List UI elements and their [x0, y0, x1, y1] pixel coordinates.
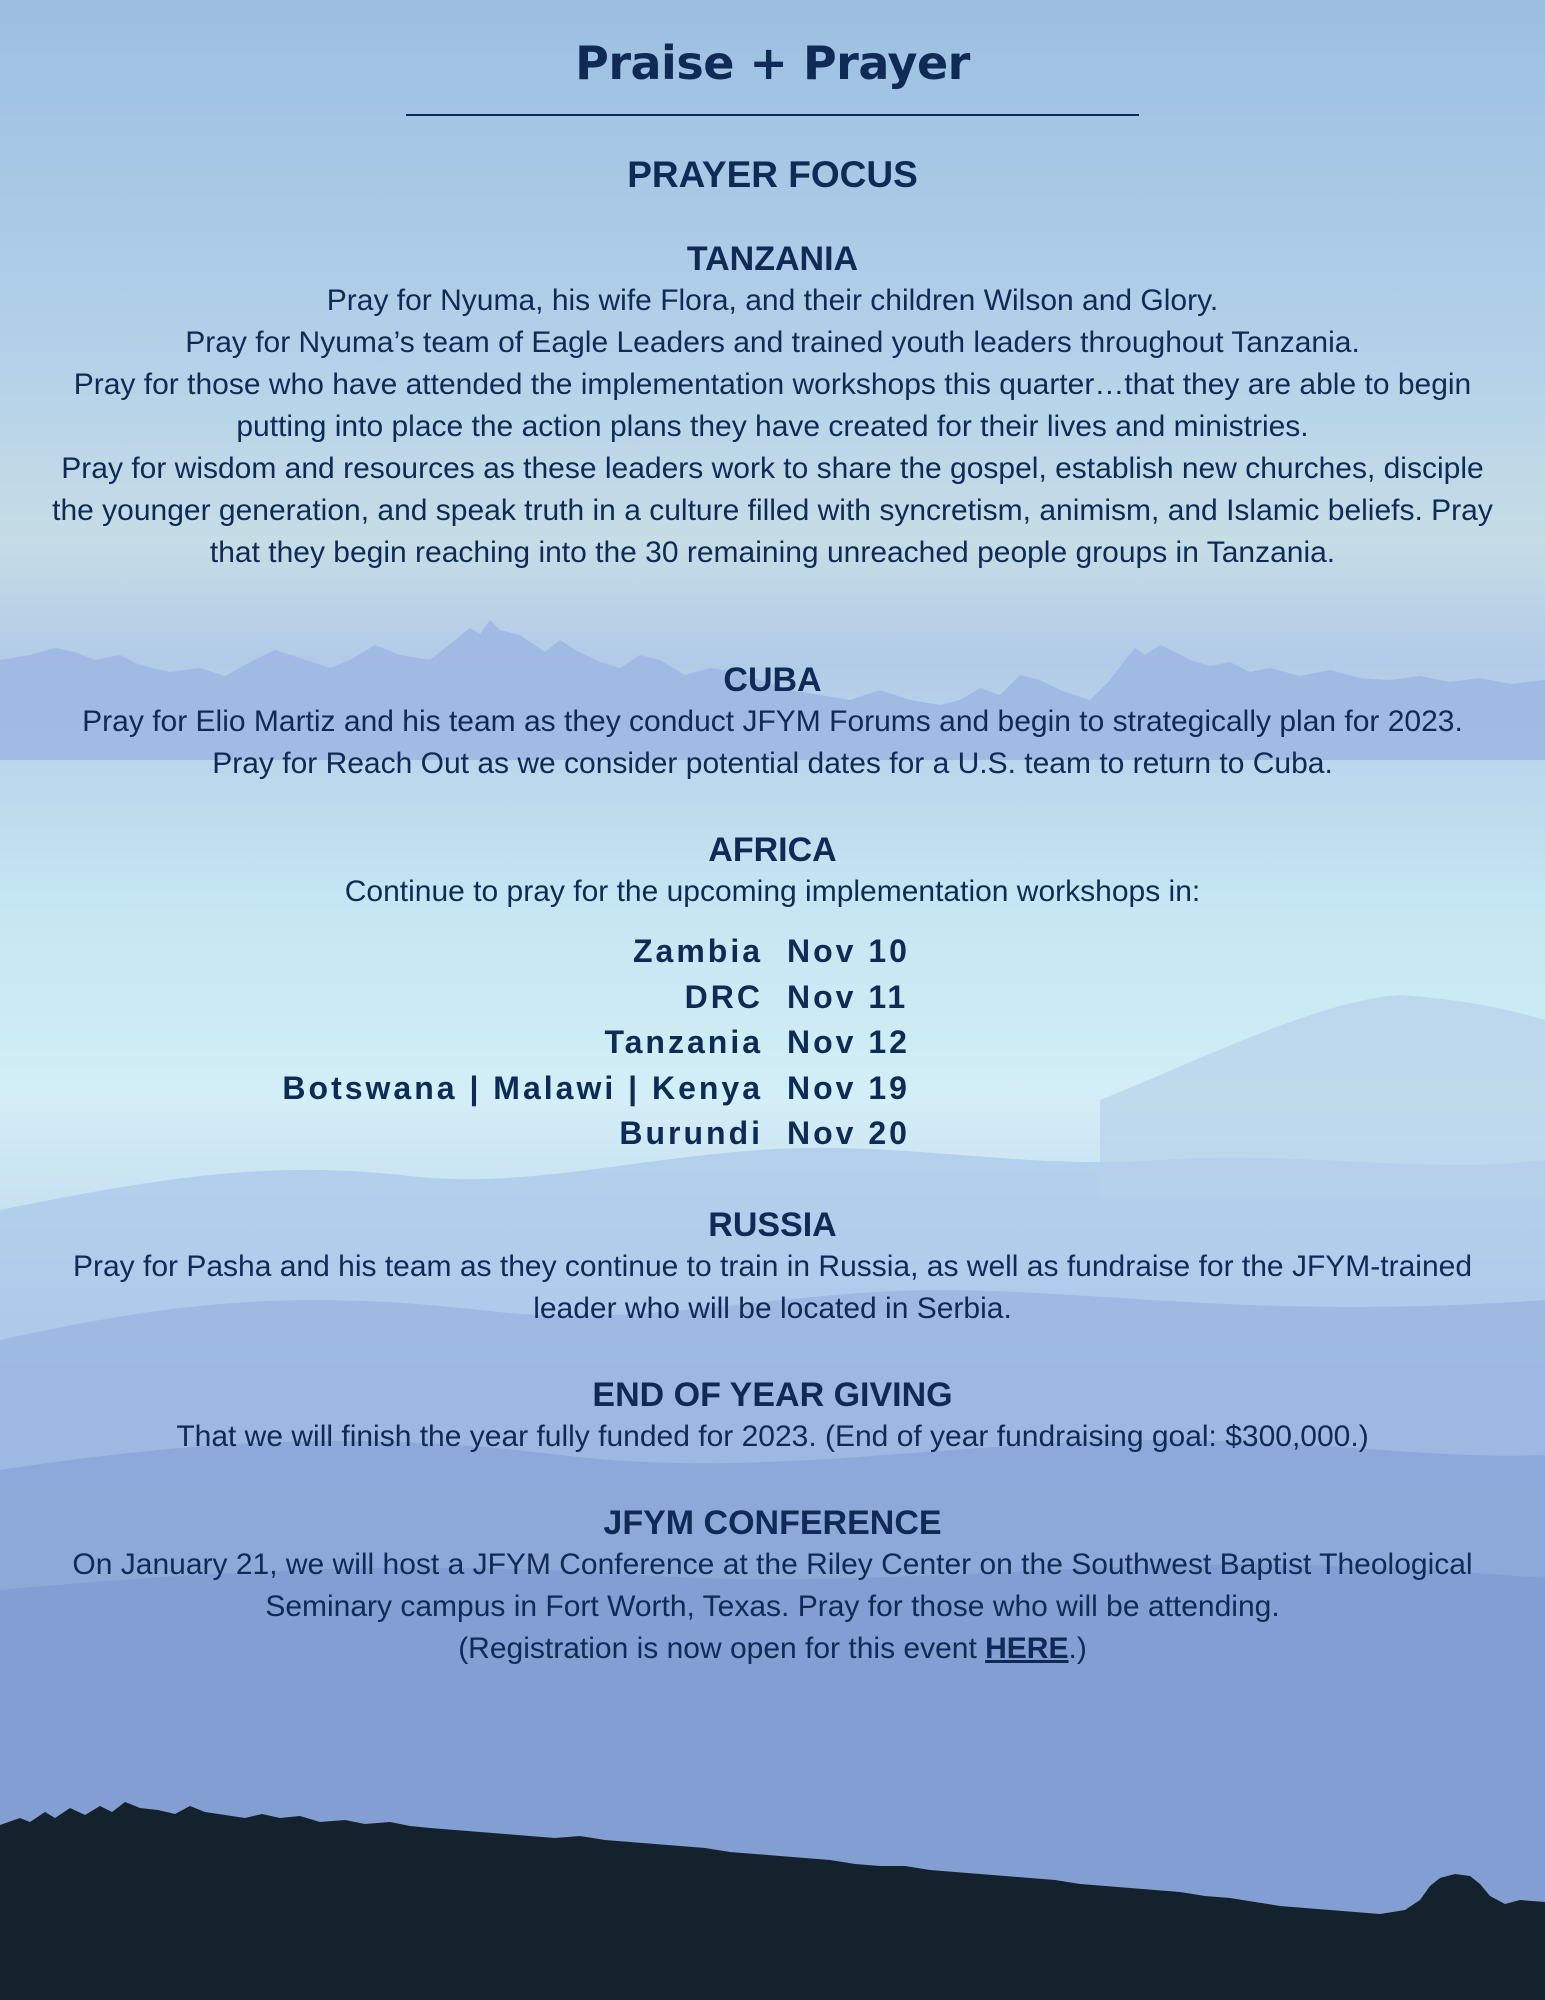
workshop-location: DRC — [684, 978, 763, 1015]
registration-suffix: .) — [1068, 1632, 1087, 1665]
section-heading-giving: END OF YEAR GIVING — [592, 1376, 953, 1414]
workshop-row — [0, 933, 1545, 979]
prayer-focus-heading: PRAYER FOCUS — [627, 154, 918, 195]
workshop-location: Tanzania — [604, 1024, 763, 1060]
workshop-date: Nov 12 — [787, 1024, 910, 1060]
section-russia — [50, 1204, 1495, 1330]
workshop-date: Nov 20 — [787, 1115, 910, 1151]
section-heading-tanzania: TANZANIA — [686, 240, 859, 278]
section-heading-russia: RUSSIA — [708, 1206, 837, 1244]
workshop-row — [0, 979, 1545, 1025]
section-heading-cuba: CUBA — [723, 661, 822, 699]
workshop-row — [0, 1024, 1545, 1070]
africa-intro: Continue to pray for the upcoming implementation workshops in: — [344, 875, 1201, 908]
tanzania-paragraph-3: Pray for those who have attended the implementation workshops this quarter…that they are able to begin putting into place the action plans they have created for their lives and ministries. — [73, 368, 1472, 443]
workshop-date: Nov 19 — [787, 1069, 910, 1106]
section-end-of-year-giving — [50, 1374, 1495, 1458]
tanzania-paragraph-4: Pray for wisdom and resources as these leaders work to share the gospel, establish new churches, disciple the younger generation, and speak truth in a culture filled with syncretism, animism, and Islamic beliefs. Pray that they begin reaching into the 30 remaining unreached people groups in Tanzania. — [52, 452, 1493, 569]
conference-registration — [50, 1628, 1495, 1670]
registration-prefix: (Registration is now open for this event — [458, 1632, 986, 1665]
tanzania-paragraph-1: Pray for Nyuma, his wife Flora, and their children Wilson and Glory. — [326, 284, 1219, 317]
cuba-paragraph: Pray for Elio Martiz and his team as they conduct JFYM Forums and begin to strategically plan for 2023. Pray for Reach Out as we consider potential dates for a U.S. team to return to Cuba. — [82, 705, 1463, 780]
conference-paragraph: On January 21, we will host a JFYM Conference at the Riley Center on the Southwest Baptist Theological Seminary campus in Fort Worth, Texas. Pray for those who will be attending. — [72, 1548, 1473, 1623]
section-tanzania — [50, 238, 1495, 574]
workshop-location: Burundi — [619, 1115, 763, 1151]
workshop-row — [0, 1115, 1545, 1161]
section-cuba — [50, 659, 1495, 785]
tanzania-paragraph-2: Pray for Nyuma’s team of Eagle Leaders and trained youth leaders throughout Tanzania. — [185, 326, 1360, 359]
title-divider — [406, 114, 1139, 116]
section-heading-conference: JFYM CONFERENCE — [603, 1504, 942, 1542]
workshop-schedule — [0, 933, 1545, 1161]
russia-paragraph: Pray for Pasha and his team as they continue to train in Russia, as well as fundraise for the JFYM-trained leader who will be located in Serbia. — [72, 1250, 1472, 1325]
giving-paragraph: That we will finish the year fully funded for 2023. (End of year fundraising goal: $300,000.) — [176, 1420, 1369, 1453]
workshop-location: Zambia — [632, 933, 763, 969]
page-title: Praise + Prayer — [575, 36, 970, 90]
workshop-date: Nov 11 — [787, 978, 909, 1015]
workshop-date: Nov 10 — [787, 933, 910, 969]
registration-link[interactable]: HERE — [985, 1632, 1069, 1665]
section-africa — [50, 829, 1495, 913]
workshop-location: Botswana | Malawi | Kenya — [282, 1069, 763, 1106]
workshop-row — [0, 1070, 1545, 1116]
section-jfym-conference — [50, 1502, 1495, 1670]
section-heading-africa: AFRICA — [708, 831, 837, 869]
